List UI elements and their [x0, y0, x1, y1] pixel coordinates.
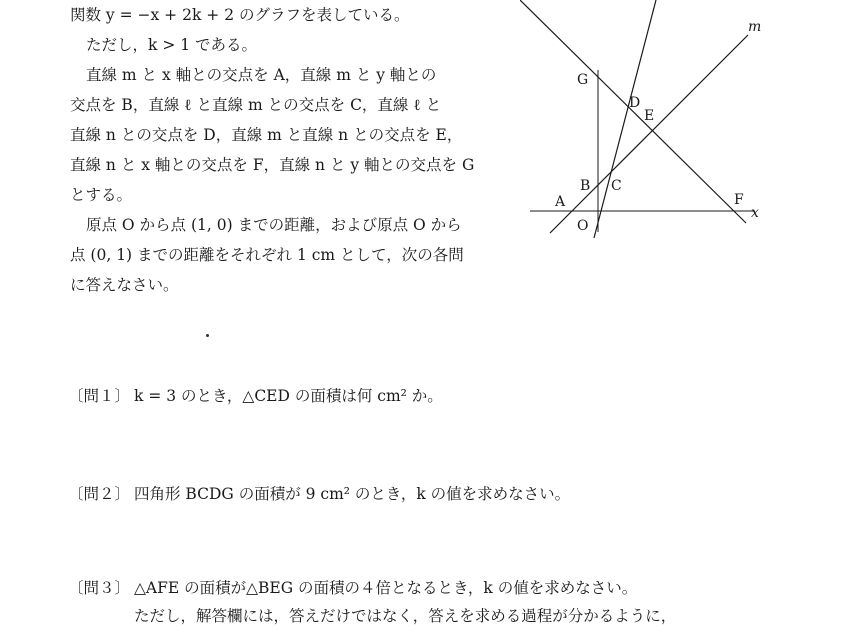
line-m	[550, 35, 748, 233]
graph-figure	[520, 0, 790, 245]
question-1-text: k = 3 のとき，△CED の面積は何 cm² か。	[134, 387, 443, 405]
question-1-label: 〔問１〕	[68, 387, 131, 405]
line-n	[520, 0, 746, 223]
question-3-subtext: ただし，解答欄には，答えだけではなく，答えを求める過程が分かるように，	[134, 607, 677, 625]
intro-line-1: 関数 y = −x + 2k + 2 のグラフを表している。	[70, 6, 410, 24]
label-F: F	[734, 192, 744, 208]
label-E: E	[644, 108, 655, 124]
question-1	[68, 382, 828, 410]
intro-line-6: 直線 n と x 軸との交点を F，直線 n と y 軸との交点を G	[70, 156, 475, 174]
label-A: A	[555, 194, 566, 210]
problem-statement	[70, 0, 490, 300]
label-D: D	[629, 95, 641, 111]
intro-line-10: に答えなさい。	[70, 276, 179, 294]
stray-dot	[206, 334, 209, 337]
label-B: B	[580, 178, 591, 194]
question-3-label: 〔問３〕	[68, 579, 131, 597]
intro-line-8: 原点 O から点 (1, 0) までの距離，および原点 O から	[86, 216, 462, 234]
intro-line-9: 点 (0, 1) までの距離をそれぞれ 1 cm として，次の各問	[70, 246, 464, 264]
intro-line-4: 交点を B，直線 ℓ と直線 m との交点を C，直線 ℓ と	[70, 96, 442, 114]
question-3-text: △AFE の面積が△BEG の面積の４倍となるとき，k の値を求めなさい。	[134, 579, 638, 597]
label-O: O	[577, 218, 589, 234]
question-2-label: 〔問２〕	[68, 485, 131, 503]
graph-svg	[520, 0, 790, 245]
question-3	[68, 574, 828, 630]
question-2-text: 四角形 BCDG の面積が 9 cm² のとき，k の値を求めなさい。	[134, 485, 571, 503]
label-m: m	[748, 19, 762, 35]
question-2	[68, 480, 828, 508]
intro-line-3: 直線 m と x 軸との交点を A，直線 m と y 軸との	[86, 66, 437, 84]
label-x: x	[751, 205, 759, 221]
label-C: C	[611, 178, 622, 194]
label-G: G	[577, 72, 589, 88]
intro-line-7: とする。	[70, 186, 133, 204]
intro-line-5: 直線 n との交点を D，直線 m と直線 n との交点を E，	[70, 126, 463, 144]
intro-line-2: ただし，k > 1 である。	[86, 36, 258, 54]
